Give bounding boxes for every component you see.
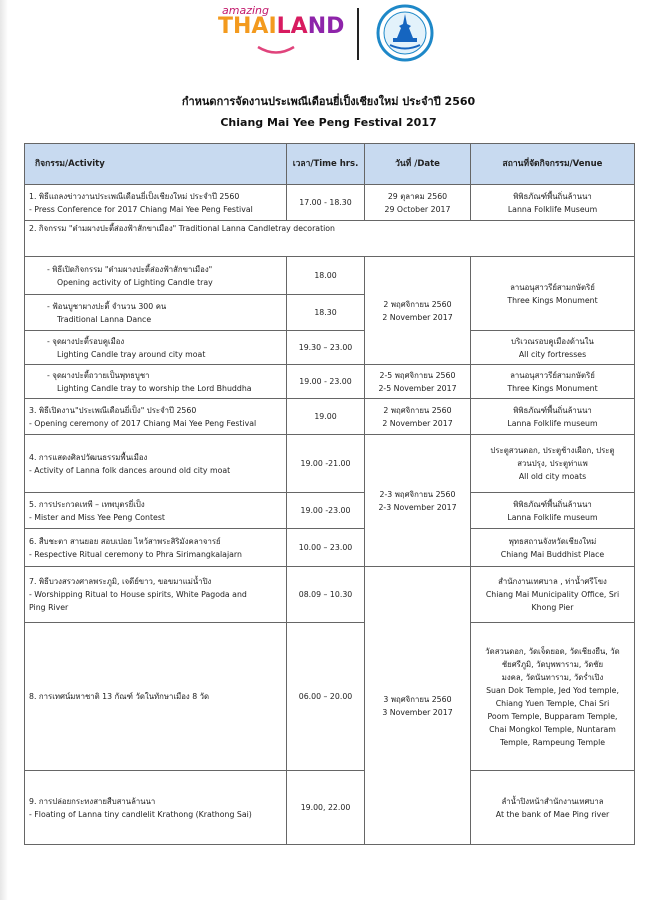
venue-english: Three Kings Monument — [507, 383, 598, 393]
venue-english-2: Chiang Yuen Temple, Chai Sri — [495, 698, 610, 708]
table-row — [25, 365, 635, 399]
venue-cell — [471, 493, 635, 529]
venue-cell — [471, 365, 635, 399]
date-cell — [365, 567, 471, 845]
tat-emblem-icon — [376, 4, 434, 62]
venue-thai-3: มงคล, วัดนันทาราม, วัดร่ำเปิง — [501, 672, 604, 682]
date-thai: 2 พฤศจิกายน 2560 — [383, 299, 452, 309]
venue-cell — [471, 529, 635, 567]
venue-english-3: Poom Temple, Bupparam Temple, — [487, 711, 618, 721]
time-cell: 19.00 — [287, 399, 365, 435]
activity-cell — [25, 529, 287, 567]
venue-cell — [471, 771, 635, 845]
venue-cell — [471, 399, 635, 435]
activity-english: - Respective Ritual ceremony to Phra Sirimangkalajarn — [29, 549, 242, 559]
activity-thai: 3. พิธีเปิดงาน"ประเพณีเดือนยี่เป็ง" ประจำปี 2560 — [29, 405, 197, 415]
venue-thai-1: ประตูสวนดอก, ประตูช้างเผือก, ประตู — [490, 446, 615, 455]
page-edge-shadow — [0, 0, 8, 900]
time-cell: 06.00 – 20.00 — [287, 623, 365, 771]
activity-cell — [25, 185, 287, 221]
venue-thai-2: สวนปรุง, ประตูท่าแพ — [517, 459, 588, 468]
amazing-logo-wordmark — [218, 14, 344, 39]
venue-english-1: Suan Dok Temple, Jed Yod temple, — [486, 685, 619, 695]
activity-cell — [25, 567, 287, 623]
date-english: 2 November 2017 — [382, 312, 453, 322]
page-title-english: Chiang Mai Yee Peng Festival 2017 — [220, 116, 437, 129]
time-cell: 10.00 – 23.00 — [287, 529, 365, 567]
wordmark-part-2: LA — [276, 14, 308, 39]
date-cell — [365, 257, 471, 365]
table-row — [25, 331, 635, 365]
date-english: 2-5 November 2017 — [378, 383, 457, 393]
activity-english: Traditional Lanna Dance — [57, 314, 152, 324]
venue-english-1: Chiang Mai Municipality Office, Sri — [485, 590, 620, 599]
venue-cell — [471, 331, 635, 365]
venue-cell — [471, 623, 635, 771]
table-header-row — [25, 144, 635, 185]
venue-english: At the bank of Mae Ping river — [495, 809, 610, 819]
activity-thai: - จุดผางปะตี้ถวายเป็นพุทธบูชา — [47, 370, 150, 380]
activity-cell — [25, 493, 287, 529]
venue-english: Lanna Folklife Museum — [507, 204, 598, 214]
time-cell: 19.30 – 23.00 — [287, 331, 365, 365]
table-row-section — [25, 221, 635, 257]
column-header-date: วันที่ /Date — [365, 144, 471, 185]
venue-english: Chiang Mai Buddhist Place — [500, 549, 605, 559]
table-row — [25, 257, 635, 295]
venue-thai: ลานอนุสาวรีย์สามกษัตริย์ — [510, 282, 595, 292]
logo-bar — [0, 0, 657, 80]
date-english: 3 November 2017 — [382, 707, 453, 717]
time-cell: 19.00, 22.00 — [287, 771, 365, 845]
venue-thai-1: วัดสวนดอก, วัดเจ็ดยอด, วัดเชียงยืน, วัด — [485, 646, 620, 656]
date-english: 2 November 2017 — [382, 418, 453, 428]
page-title-thai: กำหนดการจัดงานประเพณีเดือนยี่เป็งเชียงใหม่ ประจำปี 2560 — [181, 95, 476, 108]
activity-cell — [25, 771, 287, 845]
venue-thai: พิพิธภัณฑ์พื้นถิ่นล้านนา — [513, 499, 592, 509]
venue-thai-2: ชัยศรีภูมิ, วัดบุพพาราม, วัดชัย — [501, 659, 604, 669]
activity-cell — [25, 399, 287, 435]
table-row — [25, 623, 635, 771]
venue-english: Lanna Folklife museum — [507, 418, 598, 428]
activity-english-2: Ping River — [29, 603, 69, 612]
wordmark-part-1: THAI — [218, 14, 277, 39]
table-row — [25, 567, 635, 623]
activity-thai: 5. การประกวดเทพี – เทพบุตรยี่เป็ง — [29, 499, 145, 509]
date-cell — [365, 435, 471, 567]
venue-thai: พุทธสถานจังหวัดเชียงใหม่ — [508, 536, 597, 546]
activity-thai: 6. สืบชะตา สานยอย สอบเปอย ไหว้สาพระสิริมังคลาจารย์ — [29, 536, 221, 546]
activity-english: - Floating of Lanna tiny candlelit Krathong (Krathong Sai) — [29, 809, 252, 819]
date-cell — [365, 399, 471, 435]
venue-thai: พิพิธภัณฑ์พื้นถิ่นล้านนา — [513, 191, 592, 201]
column-header-time: เวลา/Time hrs. — [287, 144, 365, 185]
activity-cell — [25, 365, 287, 399]
time-cell: 19.00 -23.00 — [287, 493, 365, 529]
venue-thai: ลำน้ำปิงหน้าสำนักงานเทศบาล — [501, 796, 604, 806]
venue-english: Lanna Folklife museum — [507, 512, 598, 522]
venue-cell — [471, 435, 635, 493]
venue-english-2: Khong Pier — [531, 603, 574, 612]
venue-english: All old city moats — [518, 472, 587, 481]
festival-schedule-table — [24, 143, 635, 845]
table-row — [25, 399, 635, 435]
table-row — [25, 771, 635, 845]
amazing-thailand-logo — [218, 4, 345, 60]
date-thai: 2-5 พฤศจิกายน 2560 — [379, 370, 456, 380]
table-row — [25, 493, 635, 529]
activity-thai: 4. การแสดงศิลปวัฒนธรรมพื้นเมือง — [29, 452, 148, 462]
table-row — [25, 529, 635, 567]
activity-thai: 9. การปล่อยกระทงสายสืบสานล้านนา — [29, 796, 156, 806]
activity-thai: 7. พิธีบวงสรวงศาลพระภูมิ, เจดีย์ขาว, ขอขมาแม่น้ำปิง — [29, 577, 212, 586]
time-cell: 19.00 -21.00 — [287, 435, 365, 493]
date-english: 2-3 November 2017 — [378, 502, 457, 512]
activity-english: - Opening ceremony of 2017 Chiang Mai Yee Peng Festival — [29, 418, 257, 428]
time-cell: 17.00 - 18.30 — [287, 185, 365, 221]
activity-english: - Press Conference for 2017 Chiang Mai Yee Peng Festival — [29, 204, 253, 214]
date-cell — [365, 365, 471, 399]
venue-thai: บริเวณรอบคูเมืองด้านใน — [511, 336, 594, 346]
activity-thai: 1. พิธีแถลงข่าวงานประเพณีเดือนยี่เป็งเชียงใหม่ ประจำปี 2560 — [29, 191, 240, 201]
date-thai: 29 ตุลาคม 2560 — [387, 191, 448, 201]
venue-english: Three Kings Monument — [507, 295, 598, 305]
venue-english: All city fortresses — [518, 349, 587, 359]
activity-cell — [25, 257, 287, 295]
activity-cell — [25, 435, 287, 493]
activity-english: Opening activity of Lighting Candle tray — [57, 277, 213, 287]
logo-divider — [357, 8, 359, 60]
activity-english: - Activity of Lanna folk dances around old city moat — [29, 465, 231, 475]
column-header-activity: กิจกรรม/Activity — [25, 144, 287, 185]
time-cell: 19.00 - 23.00 — [287, 365, 365, 399]
smile-swoosh-icon — [256, 44, 296, 58]
column-header-venue: สถานที่จัดกิจกรรม/Venue — [471, 144, 635, 185]
table-row — [25, 435, 635, 493]
date-cell — [365, 185, 471, 221]
venue-english-5: Temple, Rampeung Temple — [499, 737, 606, 747]
activity-thai: - จุดผางปะตี้รอบคูเมือง — [47, 336, 125, 346]
activity-english: Lighting Candle tray around city moat — [57, 349, 206, 359]
activity-english: Lighting Candle tray to worship the Lord Bhuddha — [57, 383, 252, 393]
venue-thai: ลานอนุสาวรีย์สามกษัตริย์ — [510, 370, 595, 380]
time-cell: 18.30 — [287, 295, 365, 331]
activity-english-1: - Worshipping Ritual to House spirits, White Pagoda and — [29, 590, 247, 599]
time-cell: 18.00 — [287, 257, 365, 295]
activity-cell — [25, 295, 287, 331]
venue-thai: สำนักงานเทศบาล , ท่าน้ำศรีโขง — [498, 577, 607, 586]
activity-cell — [25, 331, 287, 365]
date-thai: 2 พฤศจิกายน 2560 — [383, 405, 452, 415]
wordmark-part-3: ND — [307, 14, 345, 39]
activity-cell: 8. การเทศน์มหาชาติ 13 กัณฑ์ วัดในทักษาเมือง 8 วัด — [25, 623, 287, 771]
activity-thai: - พิธีเปิดกิจกรรม "ต๋ามผางปะตี้ส่องฟ้าสักขาเมือง" — [47, 264, 213, 274]
date-english: 29 October 2017 — [384, 204, 451, 214]
venue-cell — [471, 567, 635, 623]
amazing-logo-small-text: amazing — [222, 4, 269, 17]
venue-thai: พิพิธภัณฑ์พื้นถิ่นล้านนา — [513, 405, 592, 415]
venue-english-4: Chai Mongkol Temple, Nuntaram — [489, 724, 616, 734]
activity-thai: - ฟ้อนบูชาผางปะตี้ จำนวน 300 คน — [47, 301, 167, 311]
venue-cell — [471, 185, 635, 221]
date-thai: 2-3 พฤศจิกายน 2560 — [379, 489, 456, 499]
activity-english: - Mister and Miss Yee Peng Contest — [29, 512, 165, 522]
section-cell: 2. กิจกรรม "ต๋ามผางปะตี้ส่องฟ้าสักขาเมือง" Traditional Lanna Candletray decoration — [25, 221, 635, 257]
venue-cell — [471, 257, 635, 331]
date-thai: 3 พฤศจิกายน 2560 — [383, 694, 452, 704]
time-cell: 08.09 – 10.30 — [287, 567, 365, 623]
table-row — [25, 185, 635, 221]
